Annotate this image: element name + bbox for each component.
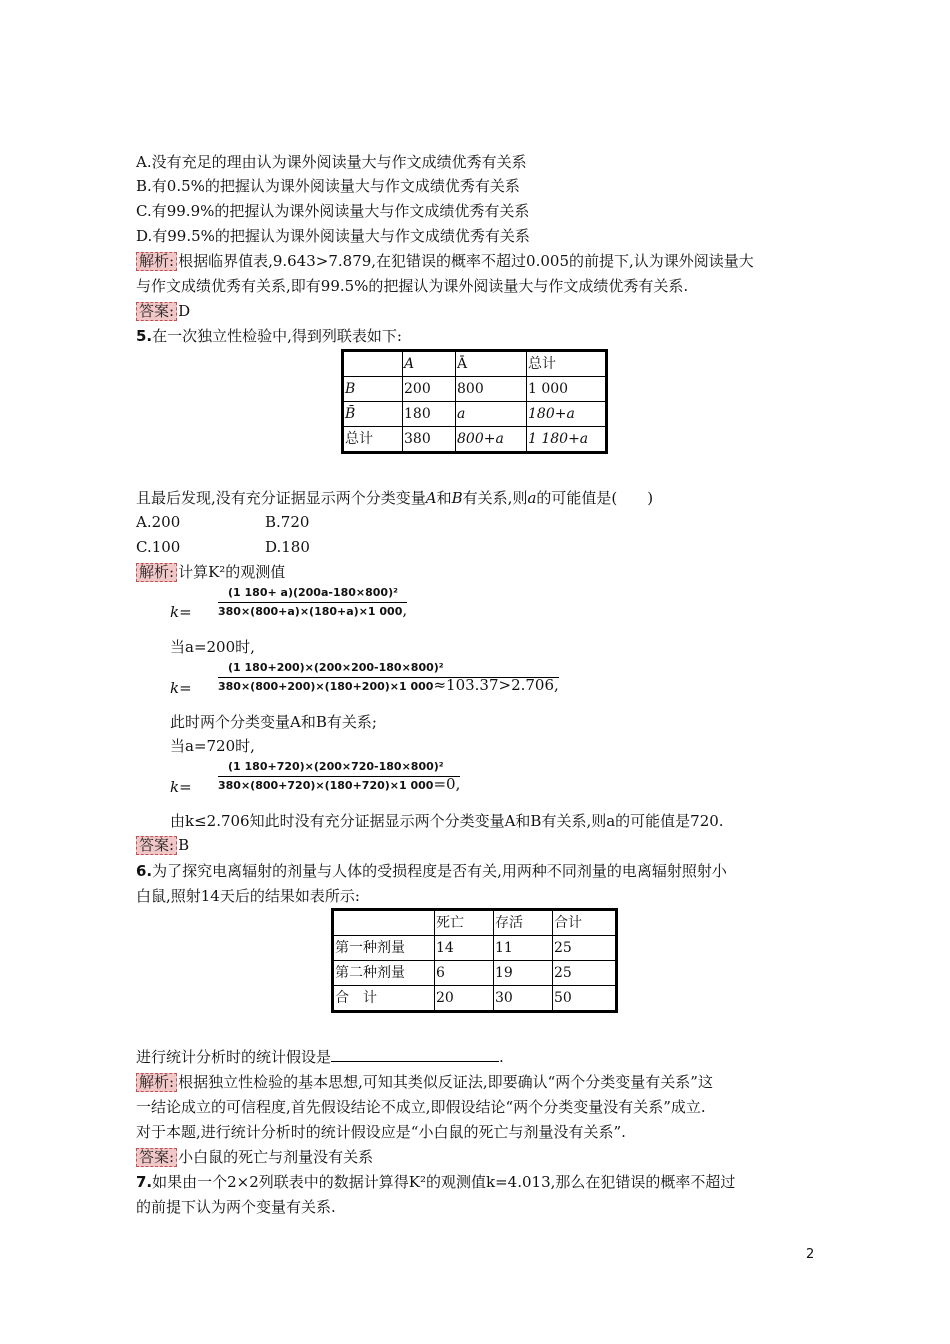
formula-numerator: (1 180+ a)(200a-180×800)² [228, 586, 398, 599]
table-cell: 800+a [456, 427, 527, 453]
case-a-200-result: 此时两个分类变量A和B有关系; [170, 713, 377, 731]
formula-denominator-row [218, 777, 460, 793]
q6-stem-line-1 [136, 861, 727, 881]
table-cell: 存活 [494, 910, 553, 936]
q5-question-part: 和 [436, 489, 452, 507]
formula-tail: ≈103.37>2.706, [433, 676, 559, 694]
variable-a: A [425, 489, 437, 507]
q6-results-table [331, 908, 618, 1013]
q6-answer-line [136, 1147, 373, 1167]
variable-x: a [527, 489, 537, 507]
table-cell: 20 [435, 986, 494, 1012]
formula-numerator: (1 180+720)×(200×720-180×800)² [228, 760, 444, 773]
analysis-tag: 解析: [136, 563, 177, 582]
table-cell: 1 000 [527, 377, 607, 402]
q7-stem-line-1 [136, 1172, 735, 1192]
formula-denominator-row [218, 603, 407, 619]
table-cell: 合计 [553, 910, 617, 936]
q5-question-part: 且最后发现,没有充分证据显示两个分类变量 [136, 489, 426, 507]
answer-tag: 答案: [136, 1148, 177, 1167]
table-cell: 30 [494, 986, 553, 1012]
table-row [333, 936, 617, 961]
table-cell: a [456, 402, 527, 427]
q5-option-c: C.100 [136, 538, 181, 556]
table-row [333, 910, 617, 936]
table-cell: 200 [403, 377, 456, 402]
formula-denominator: 380×(800+200)×(180+200)×1 000 [218, 680, 434, 693]
formula-denominator-row [218, 678, 559, 694]
q7-stem-line-2: 的前提下认为两个变量有关系. [136, 1198, 336, 1216]
question-number: 5. [136, 327, 153, 345]
q5-stem [136, 326, 402, 346]
table-cell: 合 计 [333, 986, 435, 1012]
table-row [343, 351, 607, 377]
table-cell: 14 [435, 936, 494, 961]
table-cell: 25 [553, 961, 617, 986]
formula-general [218, 586, 407, 619]
formula-denominator: 380×(800+720)×(180+720)×1 000 [218, 779, 434, 792]
table-cell [333, 910, 435, 936]
table-cell: B [343, 377, 403, 402]
table-cell: 第二种剂量 [333, 961, 435, 986]
q4-analysis-text-1: 根据临界值表,9.643>7.879,在犯错误的概率不超过0.005的前提下,认为课外阅读量大 [178, 252, 754, 270]
table-row [343, 427, 607, 453]
answer-blank[interactable] [331, 1047, 499, 1062]
table-row [333, 986, 617, 1012]
table-cell: 19 [494, 961, 553, 986]
q5-answer-line [136, 835, 189, 855]
formula-a-720 [218, 760, 460, 793]
q5-contingency-table [341, 349, 608, 454]
formula-a-200 [218, 661, 559, 694]
table-cell: 800 [456, 377, 527, 402]
answer-tag: 答案: [136, 836, 177, 855]
q5-option-d: D.180 [265, 538, 310, 556]
question-number: 6. [136, 862, 153, 880]
table-cell: Ā [456, 351, 527, 377]
variable-b: B [451, 489, 463, 507]
q5-question-part: 的可能值是( ) [536, 489, 654, 507]
q6-stem-line-2: 白鼠,照射14天后的结果如表所示: [136, 887, 360, 905]
q6-fill-line [136, 1047, 504, 1067]
case-a-720: 当a=720时, [170, 737, 255, 755]
page-number: 2 [806, 1247, 815, 1262]
answer-tag: 答案: [136, 302, 177, 321]
table-cell: 死亡 [435, 910, 494, 936]
table-cell [343, 351, 403, 377]
q5-stem-text: 在一次独立性检验中,得到列联表如下: [152, 327, 402, 345]
question-number: 7. [136, 1173, 153, 1191]
table-cell: 6 [435, 961, 494, 986]
q5-analysis-lead: 计算K²的观测值 [178, 563, 286, 581]
case-a-200: 当a=200时, [170, 638, 255, 656]
k-label: k= [170, 778, 192, 796]
q6-analysis-line-1 [136, 1072, 713, 1092]
formula-denominator: 380×(800+a)×(180+a)×1 000 [218, 605, 403, 618]
table-row [343, 402, 607, 427]
table-cell: 总计 [527, 351, 607, 377]
table-cell: B̄ [343, 402, 403, 427]
table-cell: 50 [553, 986, 617, 1012]
formula-numerator: (1 180+200)×(200×200-180×800)² [228, 661, 444, 674]
q6-analysis-line-2: 一结论成立的可信程度,首先假设结论不成立,即假设结论“两个分类变量没有关系”成立. [136, 1098, 706, 1116]
q5-option-b: B.720 [265, 513, 310, 531]
q4-answer-line [136, 301, 190, 321]
q4-analysis-line-1 [136, 251, 754, 271]
analysis-tag: 解析: [136, 252, 177, 271]
q6-fill-prompt: 进行统计分析时的统计假设是 [136, 1048, 332, 1066]
q4-option-d: D.有99.5%的把握认为课外阅读量大与作文成绩优秀有关系 [136, 227, 530, 245]
q4-option-c: C.有99.9%的把握认为课外阅读量大与作文成绩优秀有关系 [136, 202, 530, 220]
q7-stem-text-1: 如果由一个2×2列联表中的数据计算得K²的观测值k=4.013,那么在犯错误的概率不超过 [152, 1173, 736, 1191]
k-label: k= [170, 603, 192, 621]
table-cell: 总计 [343, 427, 403, 453]
formula-tail: , [402, 601, 408, 619]
table-cell: 第一种剂量 [333, 936, 435, 961]
formula-tail: =0, [433, 775, 461, 793]
q6-analysis-text-1: 根据独立性检验的基本思想,可知其类似反证法,即要确认“两个分类变量有关系”这 [178, 1073, 713, 1091]
table-cell: 25 [553, 936, 617, 961]
table-row [343, 377, 607, 402]
table-cell: A [403, 351, 456, 377]
q5-conclusion: 由k≤2.706知此时没有充分证据显示两个分类变量A和B有关系,则a的可能值是720. [170, 812, 724, 830]
q4-option-b: B.有0.5%的把握认为课外阅读量大与作文成绩优秀有关系 [136, 177, 520, 195]
table-cell: 180 [403, 402, 456, 427]
q4-answer: D [178, 302, 191, 320]
q6-analysis-line-3: 对于本题,进行统计分析时的统计假设应是“小白鼠的死亡与剂量没有关系”. [136, 1123, 626, 1141]
analysis-tag: 解析: [136, 1073, 177, 1092]
q6-answer: 小白鼠的死亡与剂量没有关系 [178, 1148, 374, 1166]
table-row [333, 961, 617, 986]
table-cell: 380 [403, 427, 456, 453]
table-cell: 1 180+a [527, 427, 607, 453]
q5-option-a: A.200 [136, 513, 181, 531]
q5-answer: B [178, 836, 190, 854]
q6-stem-text-1: 为了探究电离辐射的剂量与人体的受损程度是否有关,用两种不同剂量的电离辐射照射小 [152, 862, 727, 880]
q4-analysis-line-2: 与作文成绩优秀有关系,即有99.5%的把握认为课外阅读量大与作文成绩优秀有关系. [136, 277, 689, 295]
q5-question [136, 488, 653, 508]
table-cell: 11 [494, 936, 553, 961]
table-cell: 180+a [527, 402, 607, 427]
k-label: k= [170, 679, 192, 697]
q6-fill-end: . [499, 1048, 504, 1066]
q5-analysis-line [136, 562, 285, 582]
q5-question-part: 有关系,则 [462, 489, 528, 507]
q4-option-a: A.没有充足的理由认为课外阅读量大与作文成绩优秀有关系 [136, 153, 527, 171]
